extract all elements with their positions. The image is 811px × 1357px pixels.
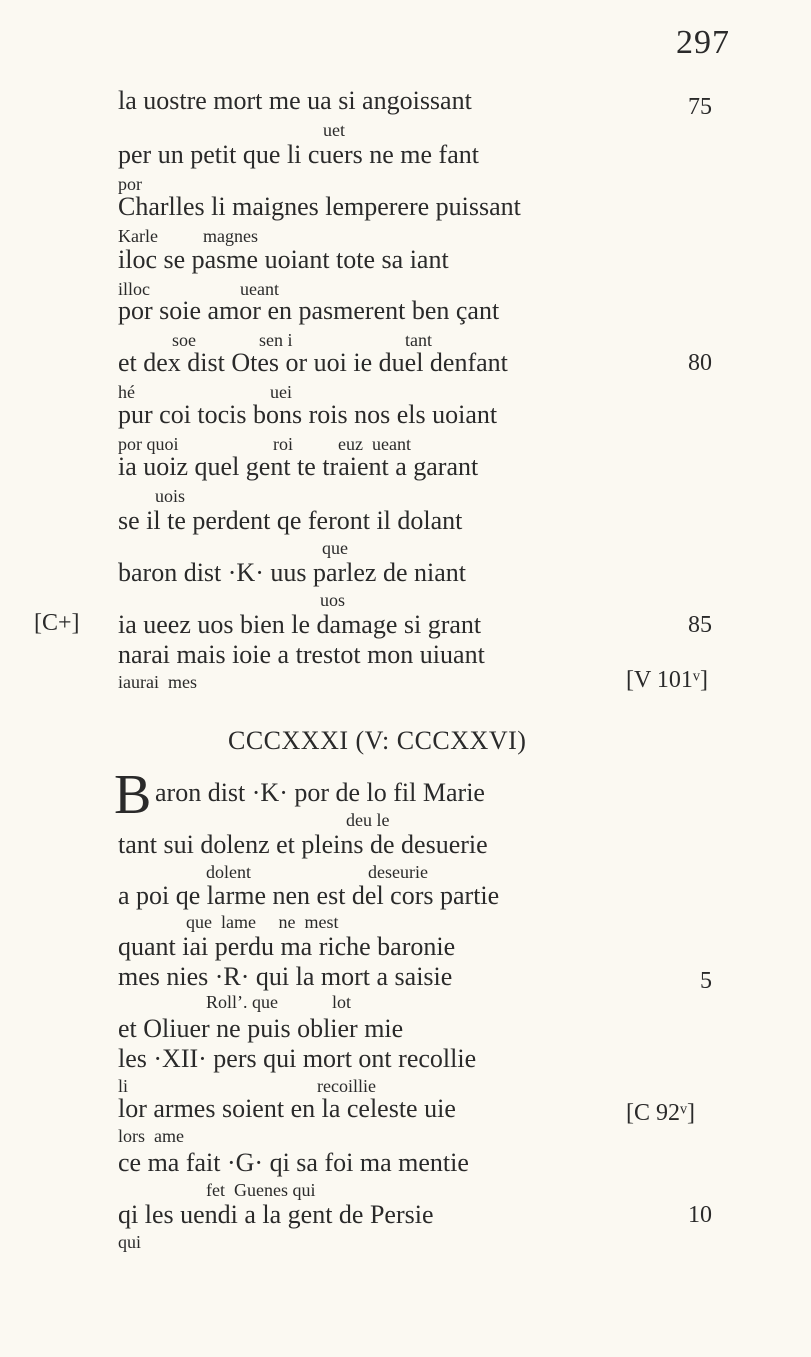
verse-line: mes nies ·R· qui la mort a saisie (118, 962, 453, 991)
verse-line: tant sui dolenz et pleins de desuerie (118, 830, 488, 859)
verse-line: por soie amor en pasmerent ben çant (118, 296, 500, 325)
verse-line: pur coi tocis bons rois nos els uoiant (118, 400, 498, 429)
drop-cap: B (114, 764, 152, 826)
variant-reading: lors ame (118, 1126, 184, 1146)
variant-reading: hé uei (118, 382, 292, 402)
verse-line: ia ueez uos bien le damage si grant (118, 610, 482, 639)
verse-line: qi les uendi a la gent de Persie (118, 1200, 434, 1229)
verse-line: ia uoiz quel gent te traient a garant (118, 452, 479, 481)
verse-line: iloc se pasme uoiant tote sa iant (118, 245, 449, 274)
line-number: 10 (688, 1202, 712, 1228)
variant-reading: que lame ne mest (186, 912, 339, 932)
variant-reading: soe sen i tant (172, 330, 432, 350)
variant-reading: uos (320, 590, 346, 610)
variant-reading: dolent deseurie (206, 862, 428, 882)
verse-line: per un petit que li cuers ne me fant (118, 140, 479, 169)
verse-line: narai mais ioie a trestot mon uiuant (118, 640, 485, 669)
verse-line: quant iai perdu ma riche baronie (118, 932, 456, 961)
variant-reading: Roll’. que lot (206, 992, 351, 1012)
variant-reading: por quoi roi euz ueant (118, 434, 411, 454)
variant-reading: li recoillie (118, 1076, 376, 1096)
verse-line: la uostre mort me ua si angoissant (118, 86, 472, 115)
line-number: 85 (688, 612, 712, 638)
verse-line: lor armes soient en la celeste uie (118, 1094, 456, 1123)
verse-line: se il te perdent qe feront il dolant (118, 506, 463, 535)
verse-line: et Oliuer ne puis oblier mie (118, 1014, 404, 1043)
verse-line: aron dist ·K· por de lo fil Marie (155, 778, 485, 807)
variant-reading: que (322, 538, 348, 558)
line-number: 75 (688, 94, 712, 120)
laisse-heading: CCCXXXI (V: CCCXXVI) (228, 726, 527, 755)
variant-reading: iaurai mes (118, 672, 197, 692)
line-number: 5 (700, 968, 712, 994)
variant-reading: por (118, 174, 142, 194)
verse-line: et dex dist Otes or uoi ie duel denfant (118, 348, 508, 377)
variant-reading: uois (155, 486, 186, 506)
variant-reading: Karle magnes (118, 226, 258, 246)
verse-line: a poi qe larme nen est del cors partie (118, 881, 500, 910)
variant-reading: deu le (346, 810, 390, 830)
variant-reading: qui (118, 1232, 142, 1252)
verse-line: ce ma fait ·G· qi sa foi ma mentie (118, 1148, 469, 1177)
variant-reading: illoc ueant (118, 279, 279, 299)
margin-note: [C 92ᵛ] (626, 1100, 696, 1126)
margin-note: [C+] (34, 610, 80, 636)
verse-line: Charlles li maignes lemperere puissant (118, 192, 521, 221)
variant-reading: uet (323, 120, 345, 140)
margin-note: [V 101ᵛ] (626, 667, 708, 693)
verse-line: baron dist ·K· uus parlez de niant (118, 558, 467, 587)
variant-reading: fet Guenes qui (206, 1180, 316, 1200)
page-number: 297 (676, 24, 730, 61)
verse-line: les ·XII· pers qui mort ont recollie (118, 1044, 477, 1073)
line-number: 80 (688, 350, 712, 376)
